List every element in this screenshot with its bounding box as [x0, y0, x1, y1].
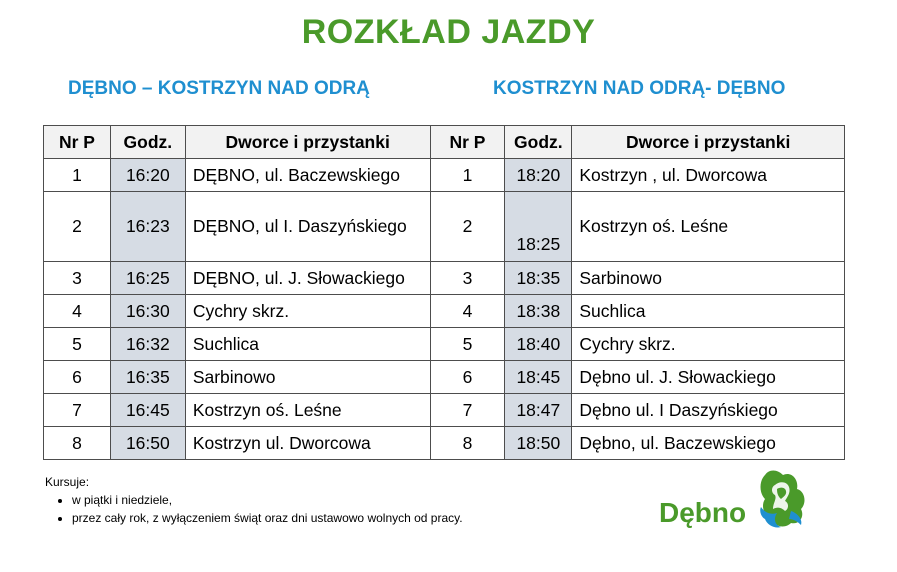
stop-name: DĘBNO, ul I. Daszyńskiego — [185, 192, 430, 262]
stop-name: Kostrzyn oś. Leśne — [185, 394, 430, 427]
stop-number: 5 — [430, 328, 505, 361]
stop-name: Kostrzyn , ul. Dworcowa — [572, 159, 845, 192]
stop-number: 8 — [430, 427, 505, 460]
town-logo-icon — [755, 467, 807, 533]
timetable-header-row — [44, 126, 845, 159]
stop-name: Kostrzyn oś. Leśne — [572, 192, 845, 262]
header-stop-number: Nr P — [44, 126, 111, 159]
table-row — [44, 295, 845, 328]
departure-time: 16:50 — [110, 427, 185, 460]
departure-time: 18:40 — [505, 328, 572, 361]
table-row — [44, 361, 845, 394]
timetable — [43, 125, 845, 460]
stop-number: 4 — [430, 295, 505, 328]
stop-name: Dębno ul. I Daszyńskiego — [572, 394, 845, 427]
stop-number: 2 — [44, 192, 111, 262]
departure-time: 16:20 — [110, 159, 185, 192]
departure-time: 18:45 — [505, 361, 572, 394]
notes-list — [45, 493, 463, 525]
header-stops: Dworce i przystanki — [185, 126, 430, 159]
stop-number: 1 — [430, 159, 505, 192]
stop-name: Cychry skrz. — [572, 328, 845, 361]
note-item: • w piątki i niedziele, — [72, 493, 463, 507]
stop-name: Suchlica — [185, 328, 430, 361]
stop-number: 3 — [44, 262, 111, 295]
header-time: Godz. — [110, 126, 185, 159]
stop-name: DĘBNO, ul. J. Słowackiego — [185, 262, 430, 295]
service-notes — [45, 475, 463, 529]
table-row — [44, 328, 845, 361]
stop-name: Cychry skrz. — [185, 295, 430, 328]
header-time: Godz. — [505, 126, 572, 159]
stop-name: Dębno ul. J. Słowackiego — [572, 361, 845, 394]
stop-name: Sarbinowo — [572, 262, 845, 295]
table-row — [44, 159, 845, 192]
departure-time: 16:23 — [110, 192, 185, 262]
table-row — [44, 427, 845, 460]
route-heading-kostrzyn-debno: KOSTRZYN NAD ODRĄ- DĘBNO — [493, 78, 786, 99]
table-row — [44, 262, 845, 295]
stop-number: 7 — [44, 394, 111, 427]
stop-number: 6 — [430, 361, 505, 394]
header-stops: Dworce i przystanki — [572, 126, 845, 159]
departure-time: 18:38 — [505, 295, 572, 328]
header-stop-number: Nr P — [430, 126, 505, 159]
stop-name: Kostrzyn ul. Dworcowa — [185, 427, 430, 460]
debno-logo — [657, 467, 807, 537]
stop-number: 2 — [430, 192, 505, 262]
stop-number: 1 — [44, 159, 111, 192]
departure-time: 18:20 — [505, 159, 572, 192]
page-title: ROZKŁAD JAZDY — [301, 13, 596, 51]
departure-time: 16:35 — [110, 361, 185, 394]
route-heading-debno-kostrzyn: DĘBNO – KOSTRZYN NAD ODRĄ — [68, 78, 370, 99]
departure-time: 16:25 — [110, 262, 185, 295]
departure-time: 18:47 — [505, 394, 572, 427]
table-row — [44, 394, 845, 427]
stop-name: Sarbinowo — [185, 361, 430, 394]
stop-number: 6 — [44, 361, 111, 394]
stop-name: Dębno, ul. Baczewskiego — [572, 427, 845, 460]
table-row — [44, 192, 845, 262]
note-item: • przez cały rok, z wyłączeniem świąt oraz dni ustawowo wolnych od pracy. — [72, 511, 463, 525]
stop-name: Suchlica — [572, 295, 845, 328]
notes-heading: Kursuje: — [45, 475, 90, 489]
departure-time: 16:30 — [110, 295, 185, 328]
stop-number: 7 — [430, 394, 505, 427]
departure-time: 18:50 — [505, 427, 572, 460]
stop-name: DĘBNO, ul. Baczewskiego — [185, 159, 430, 192]
stop-number: 8 — [44, 427, 111, 460]
departure-time: 18:25 — [505, 192, 572, 262]
departure-time: 18:35 — [505, 262, 572, 295]
stop-number: 4 — [44, 295, 111, 328]
stop-number: 3 — [430, 262, 505, 295]
departure-time: 16:45 — [110, 394, 185, 427]
logo-text: Dębno — [659, 497, 747, 528]
departure-time: 16:32 — [110, 328, 185, 361]
stop-number: 5 — [44, 328, 111, 361]
